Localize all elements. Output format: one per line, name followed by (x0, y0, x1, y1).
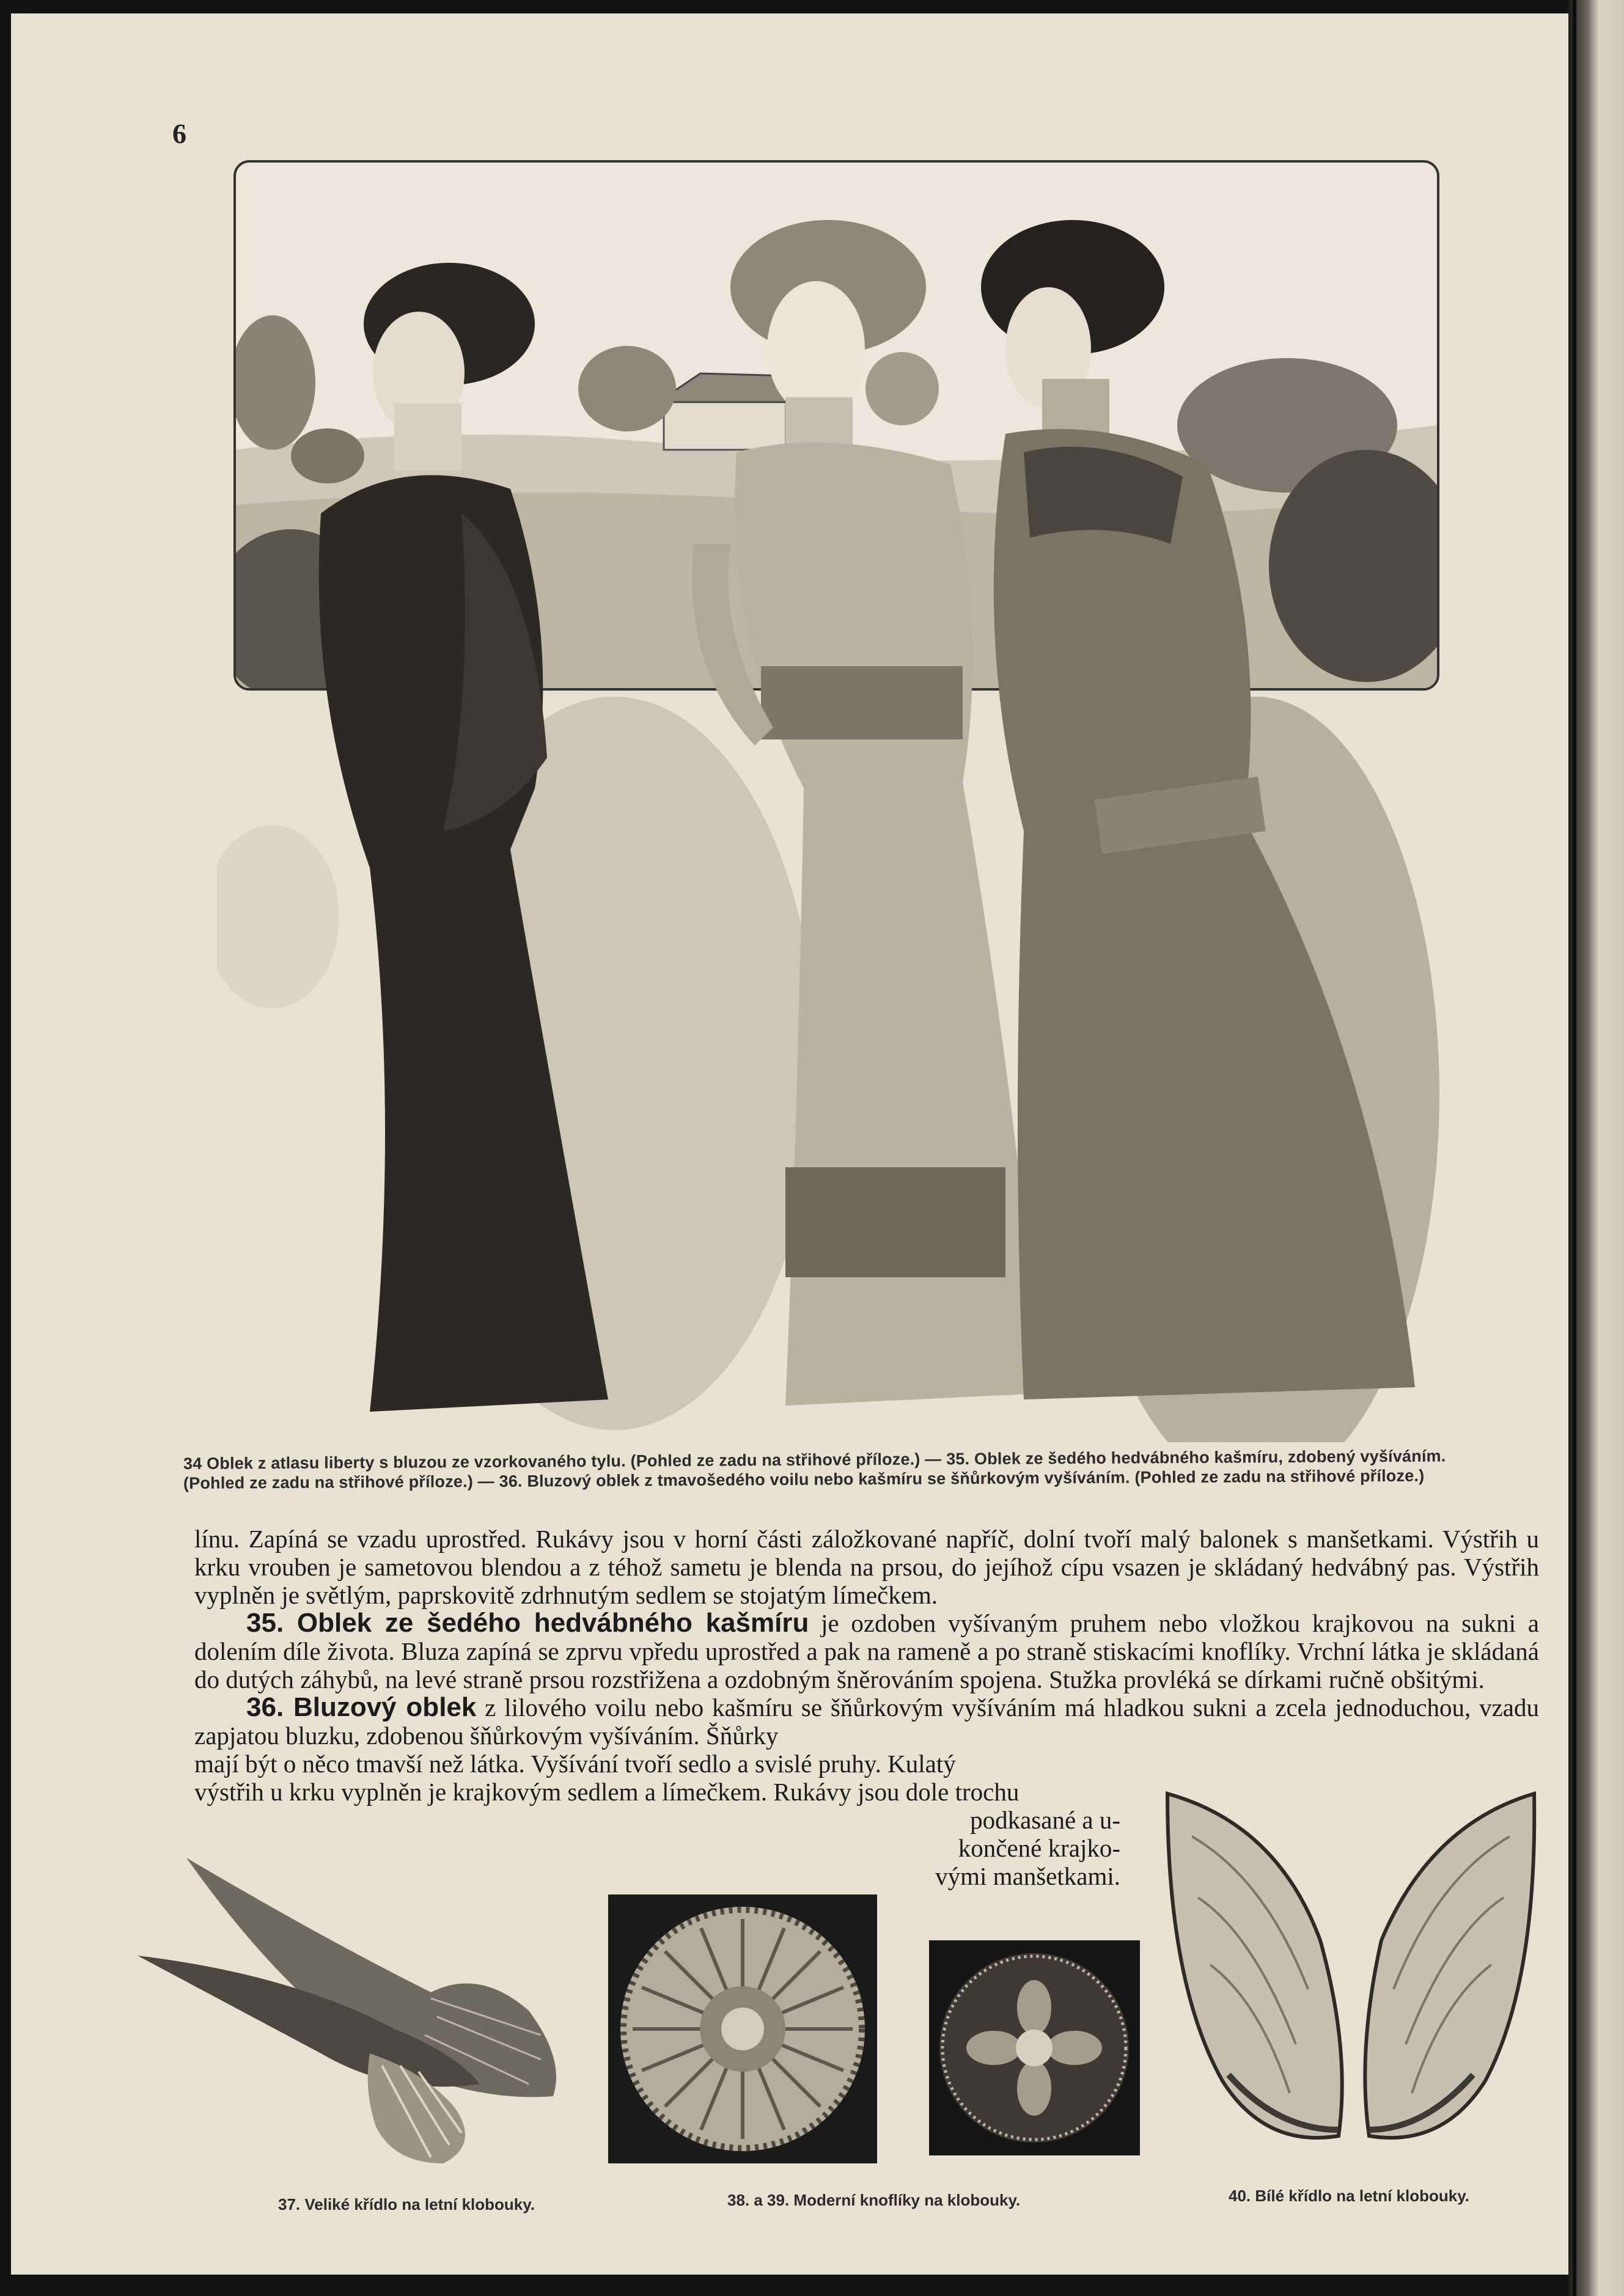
three-women-figures (217, 147, 1458, 1442)
hat-button-38-frame (608, 1894, 877, 2163)
figure-caption-line-2: (Pohled ze zadu na střihové příloze.) — 36. Bluzový oblek z tmavošedého voilu nebo kašmíru se šňůrkovým vyšíváním. (Pohled ze zadu na střihové příloze.) (183, 1466, 1425, 1492)
paragraph-35-text: je ozdoben vyšívaným pruhem nebo vložkou krajkovou na sukni a dolením díle života. Bluza zapíná se zprvu vpředu uprostřed a pak na rameně a po straně stiskacími knoflíky. Vrchní látka je skládaná do dutých záhybů, na levé straně prsou rozstřižena a ozdobným šněrováním spojena. Stužka provléká se dírkami ručně obšitými. (194, 1609, 1539, 1693)
gutter-line (1573, 0, 1576, 2296)
caption-40: 40. Bílé křídlo na letní klobouky. (1229, 2187, 1469, 2205)
paragraph-36-line: končené krajko- (958, 1834, 1120, 1862)
heading-35: 35. Oblek ze šedého hedvábného kašmíru (246, 1608, 809, 1638)
paragraph-36-text: z lilového voilu nebo kašmíru se šňůrkovým vyšíváním má hladkou sukni a zcela jednoduchou, vzadu zapjatou bluzku, zdobenou šňůrkovým vyšíváním. Šňůrky (194, 1693, 1539, 1750)
paragraph-36-line: výstřih u krku vyplněn je krajkovým sedlem a límečkem. Rukávy jsou dole trochu (194, 1778, 1020, 1806)
paragraph-36 (194, 1693, 1539, 1750)
paragraph-36-line: podkasané a u- (970, 1806, 1120, 1834)
page-gutter (1568, 0, 1624, 2296)
figure-caption-line-1: 34 Oblek z atlasu liberty s bluzou ze vzorkovaného tylu. (Pohled ze zadu na střihové příloze.) — 35. Oblek ze šedého hedvábného kašmíru, zdobený vyšíváním. (183, 1447, 1446, 1473)
fashion-plate-illustration (217, 147, 1458, 1442)
white-wings-illustration (1155, 1788, 1546, 2154)
page-number: 6 (172, 118, 186, 149)
large-wing-illustration (138, 1852, 602, 2169)
caption-38-39: 38. a 39. Moderní knoflíky na klobouky. (727, 2191, 1021, 2209)
hat-button-39 (929, 1940, 1140, 2155)
heading-36: 36. Bluzový oblek (246, 1692, 477, 1722)
paragraph-35 (194, 1609, 1539, 1693)
hat-button-39-frame (929, 1940, 1140, 2155)
paragraph-36-line: vými manšetkami. (935, 1862, 1120, 1890)
paragraph-36-line: mají být o něco tmavší než látka. Vyšívání tvoří sedlo a svislé pruhy. Kulatý (194, 1750, 956, 1778)
paragraph-34-continued: línu. Zapíná se vzadu uprostřed. Rukávy jsou v horní části záložkované napříč, dolní tvoří malý balonek s manšetkami. Výstřih u krku vrouben je sametovou blendou a z téhož sametu je blenda na prsou, do jejíhož cípu vsazen je skládaný hedvábný pas. Výstřih vyplněn je světlým, paprskovitě zdrhnutým sedlem se stojatým límečkem. (194, 1525, 1539, 1609)
caption-37: 37. Veliké křídlo na letní klobouky. (278, 2195, 535, 2213)
hat-button-38 (608, 1894, 877, 2163)
